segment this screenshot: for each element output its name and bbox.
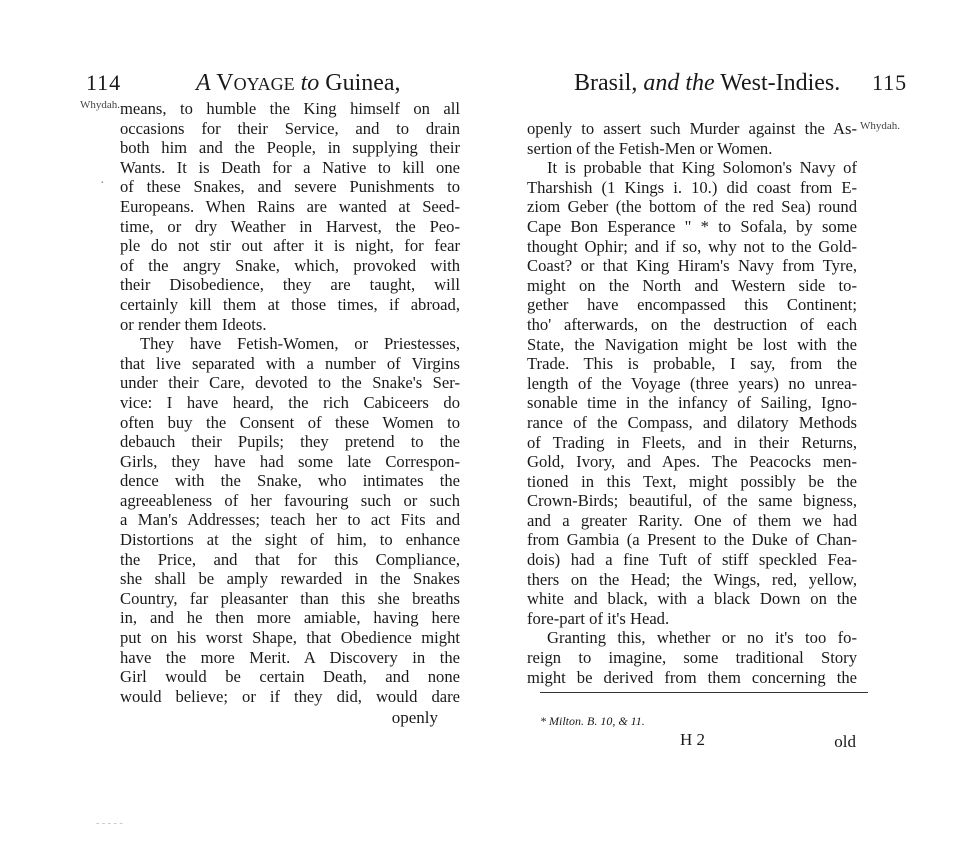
text-line: dence with the Snake, who intimates the — [120, 471, 460, 491]
text-line: Country, far pleasanter than this she breaths — [120, 588, 460, 608]
text-line: Gold, Ivory, and Apes. The Peacocks men- — [527, 452, 857, 472]
text-line: occasions for their Service, and to drain — [120, 118, 460, 138]
margin-note: Whydah. — [80, 99, 121, 111]
text-line: openly to assert such Murder against the As- — [527, 119, 857, 138]
text-line: ziom Geber (the bottom of the red Sea) round — [527, 197, 857, 217]
text-line: They have Fetish-Women, or Priestesses, — [140, 334, 460, 354]
text-line: the Price, and that for this Compliance, — [120, 549, 460, 569]
text-line: of Trading in Fleets, and in their Returns, — [527, 432, 857, 452]
text-line: thought Ophir; and if so, why not to the Gold- — [527, 236, 857, 256]
text-line: debauch their Pupils; they pretend to the — [120, 432, 460, 452]
text-line: put on his worst Shape, that Obedience might — [120, 628, 460, 648]
text-line: Coast? or that King Hiram's Navy from Tyre, — [527, 256, 857, 276]
text-line: agreeableness of her favouring such or such — [120, 490, 460, 510]
text-line: Wants. It is Death for a Native to kill one — [120, 157, 460, 177]
text-line: Distortions at the sight of him, to enhance — [120, 530, 460, 550]
text-line: under their Care, devoted to the Snake's Ser- — [120, 373, 460, 393]
stray-mark: - - - - - — [96, 818, 123, 829]
text-line: means, to humble the King himself on all — [120, 99, 460, 118]
text-line: tho' afterwards, on the destruction of each — [527, 314, 857, 334]
text-line: might on the North and Western side to- — [527, 275, 857, 295]
page-number: 114 — [86, 70, 122, 95]
text-line: rance of the Compass, and dilatory Methods — [527, 412, 857, 432]
text-line: in, and he then more amiable, having here — [120, 608, 460, 628]
text-line: a Man's Addresses; teach her to act Fits and — [120, 510, 460, 530]
text-line: certainly kill them at those times, if abroad, — [120, 294, 460, 314]
text-line: length of the Voyage (three years) no unrea- — [527, 373, 857, 393]
signature-mark: H 2 — [680, 730, 706, 749]
text-line: reign to imagine, some traditional Story — [527, 648, 857, 668]
text-line: vice: I have heard, the rich Cabiceers do — [120, 392, 460, 412]
text-line: often buy the Consent of these Women to — [120, 412, 460, 432]
text-line: Crown-Birds; beautiful, of the same bigness, — [527, 491, 857, 511]
text-line: Europeans. When Rains are wanted at Seed- — [120, 196, 460, 216]
text-line: Granting this, whether or no it's too fo- — [547, 628, 857, 648]
text-line: their Disobedience, they are taught, will — [120, 275, 460, 295]
running-title: A VOYAGE to Guinea, — [196, 70, 401, 96]
catchword: old — [834, 732, 856, 751]
text-line: thers on the Head; the Wings, red, yellow, — [527, 569, 857, 589]
margin-note: Whydah. — [860, 120, 901, 132]
footnote-rule — [540, 692, 868, 693]
text-line: both him and the People, in supplying their — [120, 138, 460, 158]
text-line: sonable time in the infancy of Sailing, Igno- — [527, 393, 857, 413]
body-text — [527, 119, 857, 687]
text-line: tioned in this Text, might possibly be the — [527, 471, 857, 491]
text-line: fore-part of it's Head. — [527, 608, 670, 628]
text-line: of the angry Snake, which, provoked with — [120, 255, 460, 275]
text-line: would believe; or if they did, would dare — [120, 686, 460, 706]
text-line: might be derived from them concerning the — [527, 667, 857, 687]
text-line: Cape Bon Esperance " * to Sofala, by some — [527, 216, 857, 236]
text-line: that live separated with a number of Virgins — [120, 353, 460, 373]
text-line: have the more Merit. A Discovery in the — [120, 647, 460, 667]
text-line: It is probable that King Solomon's Navy of — [547, 158, 857, 178]
text-line: dois) had a fine Tuft of stiff speckled Fea- — [527, 550, 857, 570]
text-line: time, or dry Weather in Harvest, the Peo- — [120, 216, 460, 236]
text-line: or render them Ideots. — [120, 314, 267, 334]
stray-mark: · — [100, 176, 105, 191]
text-line: gether have encompassed this Continent; — [527, 295, 857, 315]
text-line: State, the Navigation might be lost with the — [527, 334, 857, 354]
text-line: Trade. This is probable, I say, from the — [527, 354, 857, 374]
text-line: white and black, with a black Down on the — [527, 589, 857, 609]
text-line: and a greater Rarity. One of them we had — [527, 510, 857, 530]
text-line: Tharshish (1 Kings i. 10.) did coast from E- — [527, 177, 857, 197]
catchword: openly — [391, 708, 438, 727]
text-line: ple do not stir out after it is night, for fear — [120, 236, 460, 256]
footnote: * Milton. B. 10, & 11. — [540, 714, 645, 728]
page-number: 115 — [872, 70, 908, 95]
text-line: of these Snakes, and severe Punishments to — [120, 177, 460, 197]
text-line: from Gambia (a Present to the Duke of Chan- — [527, 530, 857, 550]
running-title: Brasil, and the West-Indies. — [574, 70, 841, 96]
text-line: Girl would be certain Death, and none — [120, 667, 460, 687]
text-line: Girls, they have had some late Correspon- — [120, 451, 460, 471]
text-line: she shall be amply rewarded in the Snakes — [120, 569, 460, 589]
body-text — [120, 99, 460, 706]
text-line: sertion of the Fetish-Men or Women. — [527, 138, 773, 158]
right-page — [490, 0, 980, 866]
